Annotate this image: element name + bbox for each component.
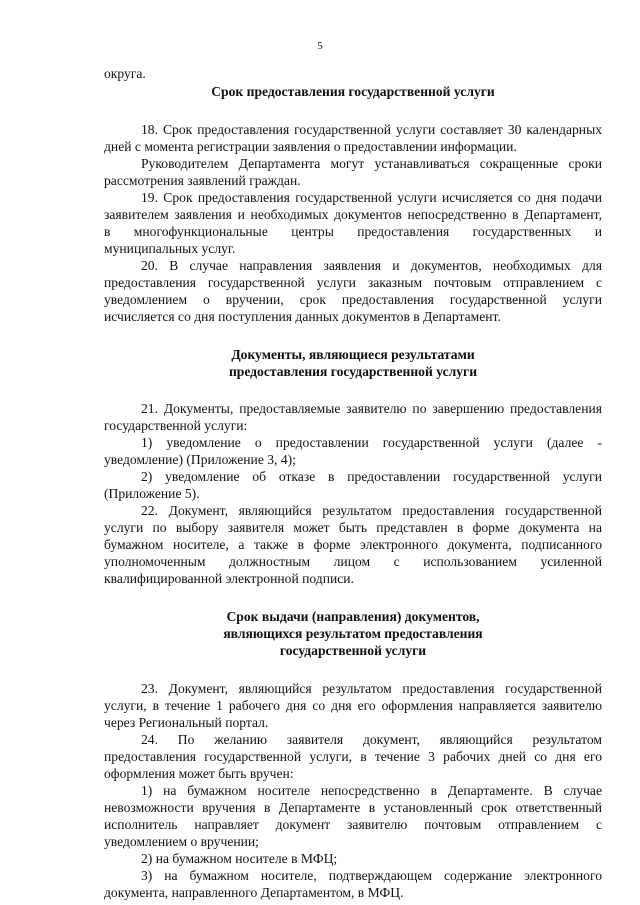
text-line: исчисляется со дня поступления данных документов в Департамент. [104,309,501,324]
section-heading: Срок предоставления государственной услуги [211,84,495,99]
text-line: оформления может быть вручен: [104,766,294,781]
text-line: услуги по выбору заявителя может быть представлен в форме документа на [104,520,602,535]
text-line: заявителем заявления и необходимых документов непосредственно в Департамент, [104,207,602,222]
section-heading: предоставления государственной услуги [228,364,478,379]
text-line: уведомлением о вручении, срок предоставления государственной услуги [104,292,602,307]
text-line: квалифицированной электронной подписи. [104,571,354,586]
text-line: 1) на бумажном носителе непосредственно в Департаменте. В случае [141,783,602,798]
text-line: исполнитель направляет документ заявителю почтовым отправлением с [104,817,602,832]
text-line: 2) на бумажном носителе в МФЦ; [141,851,338,866]
text-line: дней с момента регистрации заявления о предоставлении информации. [104,139,517,154]
text-line: 23. Документ, являющийся результатом предоставления государственной [141,681,602,696]
section-heading: Срок выдачи (направления) документов, [226,609,480,624]
text-line: (Приложение 5). [104,486,200,501]
text-line: округа. [104,66,146,81]
text-line: муниципальных услуг. [104,241,236,256]
text-line: 21. Документы, предоставляемые заявителю по завершению предоставления [141,401,602,416]
text-line: через Региональный портал. [104,715,269,730]
text-line: государственной услуги: [104,418,248,433]
text-line: документа, направленного Департаментом, в МФЦ. [104,885,404,900]
text-line: рассмотрения заявлений граждан. [104,173,301,188]
text-line: предоставления государственной услуги заказным почтовым отправлением с [104,275,602,290]
text-line: уведомление) (Приложение 3, 4); [104,452,296,467]
text-line: услуги, в течение 1 рабочего дня со дня его оформления направляется заявителю [104,698,602,713]
text-line: уведомлением о вручении; [104,834,259,849]
text-line: невозможности вручения в Департаменте в установленный срок ответственный [104,800,602,815]
section-heading: Документы, являющиеся результатами [231,347,475,362]
text-line: 22. Документ, являющийся результатом предоставления государственной [141,503,602,518]
text-line: 18. Срок предоставления государственной услуги составляет 30 календарных [141,122,602,137]
section-heading: являющихся результатом предоставления [223,626,483,641]
text-line: 24. По желанию заявителя документ, являющийся результатом [141,732,602,747]
page-number: 5 [317,40,323,52]
text-line: 19. Срок предоставления государственной услуги исчисляется со дня подачи [141,190,602,205]
section-heading: государственной услуги [279,643,427,658]
text-line: 2) уведомление об отказе в предоставлении государственной услуги [141,469,602,484]
text-line: 1) уведомление о предоставлении государственной услуги (далее - [141,435,602,450]
text-line: уполномоченным должностным лицом с использованием усиленной [104,554,602,569]
text-line: Руководителем Департамента могут устанавливаться сокращенные сроки [141,156,602,171]
text-line: предоставления государственной услуги, в течение 3 рабочих дней со дня его [104,749,602,764]
text-line: 20. В случае направления заявления и документов, необходимых для [141,258,602,273]
text-line: в многофункциональные центры предоставления государственных и [104,224,602,239]
text-line: бумажном носителе, а также в форме электронного документа, подписанного [104,537,602,552]
text-line: 3) на бумажном носителе, подтверждающем содержание электронного [141,868,602,883]
